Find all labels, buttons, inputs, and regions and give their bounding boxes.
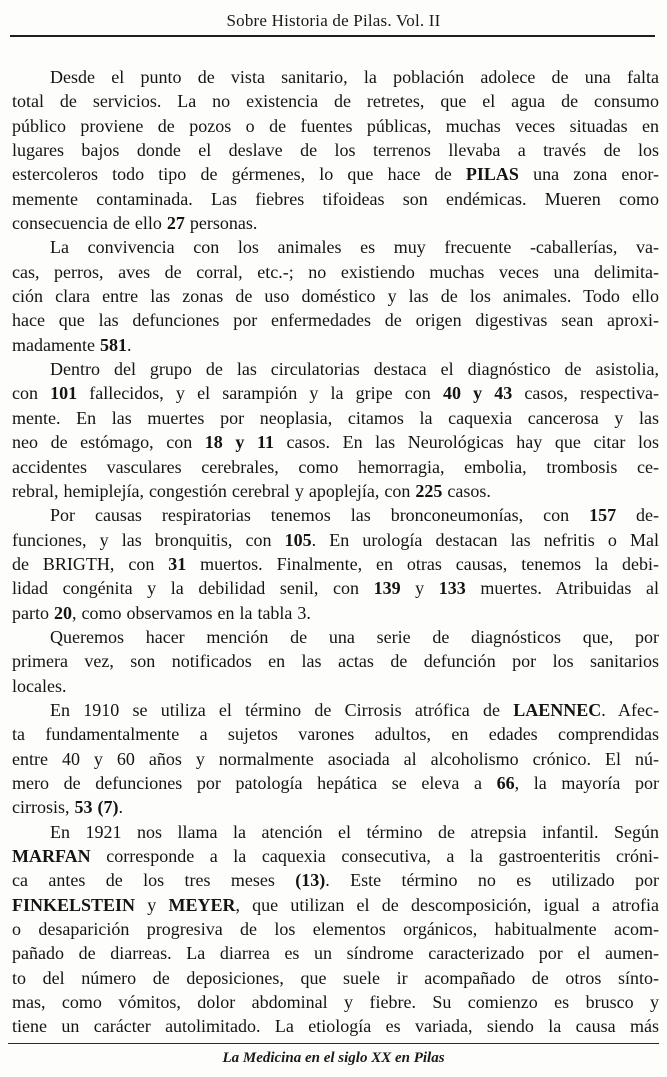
text-run: cirrosis, [12, 797, 75, 818]
bold-text-run: 31 [168, 553, 187, 574]
bold-text-run: (13) [295, 870, 326, 891]
text-line [12, 771, 659, 795]
text-line [12, 576, 659, 600]
text-run: En 1910 se utiliza el término de Cirrosis atrófica de [50, 699, 514, 720]
text-line [12, 552, 659, 576]
text-run: ta fundamentalmente a sujetos varones adultos, en edades comprendidas [12, 724, 659, 745]
text-line [12, 284, 659, 308]
text-line [12, 308, 659, 332]
text-line [12, 601, 659, 625]
text-run: . En urología destacan las nefritis o Mal [311, 529, 659, 550]
text-run: casos. En las Neurológicas hay que citar los [273, 432, 659, 453]
text-line [12, 162, 659, 186]
text-run: casos, respectiva- [512, 383, 659, 404]
text-line [12, 138, 659, 162]
page-header [0, 0, 667, 31]
bold-text-run: 20 [53, 602, 72, 623]
bold-text-run: FINKELSTEIN [12, 894, 136, 915]
text-run: mente. En las muertes por neoplasia, citamos la caquexia cancerosa y las [12, 407, 659, 428]
paragraph [12, 625, 659, 698]
text-line [12, 260, 659, 284]
text-run: cas, perros, aves de corral, etc.-; no existiendo muchas veces una delimita- [12, 261, 659, 282]
text-line [12, 381, 659, 405]
text-run: consecuencia de ello [12, 213, 167, 234]
text-line [12, 722, 659, 746]
text-run: parto [12, 602, 54, 623]
text-run: una zona enor- [518, 164, 659, 185]
bold-text-run: 581 [99, 334, 127, 355]
text-run: tiene un carácter autolimitado. La etiología es variada, siendo la causa más [12, 1016, 659, 1037]
text-run: estercoleros todo tipo de gérmenes, lo que hace de [12, 164, 466, 185]
paragraph [12, 357, 659, 503]
bold-text-run: 66 [496, 772, 515, 793]
text-run: madamente [12, 334, 100, 355]
text-run: personas. [184, 213, 258, 234]
text-line [12, 990, 659, 1014]
text-line [12, 479, 659, 503]
text-line [12, 430, 659, 454]
bold-text-run: PILAS [465, 164, 519, 185]
text-line [12, 625, 659, 649]
text-run: La convivencia con los animales es muy frecuente -caballerías, va- [50, 237, 659, 258]
bold-text-run: 133 [438, 578, 466, 599]
paragraph [12, 235, 659, 357]
bold-text-run: MARFAN [12, 846, 91, 866]
text-run: locales. [12, 675, 67, 696]
text-line [12, 1014, 659, 1038]
text-run: primera vez, son notificados en las actas de defunción por los sanitarios [12, 651, 659, 672]
text-run: neo de estómago, con [12, 432, 205, 453]
bold-text-run: 40 y 43 [442, 383, 513, 404]
text-run: . [126, 334, 132, 355]
text-run: muertes. Atribuidas al [465, 578, 659, 599]
page-body [12, 65, 659, 1039]
text-run: Desde el punto de vista sanitario, la población adolece de una falta [50, 67, 659, 87]
text-run: público proviene de pozos o de fuentes públicas, muchas veces situadas en [12, 115, 659, 136]
text-run: y [135, 894, 169, 915]
text-run: lidad congénita y la debilidad senil, con [12, 578, 374, 599]
text-line [12, 114, 659, 138]
footer-rule [8, 1043, 659, 1044]
text-run: mas, como vómitos, dolor abdominal y fiebre. Su comienzo es brusco y [12, 992, 659, 1013]
text-line [12, 649, 659, 673]
bold-text-run: 139 [373, 578, 401, 599]
text-run: y [400, 578, 439, 599]
text-run: pañado de diarreas. La diarrea es un síndrome caracterizado por el aumen- [12, 943, 659, 964]
text-line [12, 917, 659, 941]
text-run: ca antes de los tres meses [12, 870, 296, 891]
paragraph [12, 65, 659, 235]
text-line [12, 187, 659, 211]
text-run: total de servicios. La no existencia de retretes, que el agua de consumo [12, 91, 659, 112]
text-run: memente contaminada. Las fiebres tifoideas son endémicas. Mueren como [12, 188, 659, 209]
text-line [12, 844, 659, 868]
text-line [12, 893, 659, 917]
text-line [12, 65, 659, 89]
text-run: . [118, 797, 123, 818]
text-run: , como observamos en la tabla 3. [71, 602, 311, 623]
text-run: accidentes vasculares cerebrales, como hemorragia, embolia, trombosis ce- [12, 456, 659, 477]
text-line [12, 455, 659, 479]
bold-text-run: 27 [166, 213, 185, 234]
text-run: ción clara entre las zonas de uso doméstico y las de los animales. Todo ello [12, 286, 659, 307]
text-run: , la mayoría por [514, 772, 659, 793]
text-line [12, 868, 659, 892]
text-run: , que utilizan el de descomposición, igual a atrofia [235, 894, 659, 915]
text-run: Por causas respiratorias tenemos las bronconeumonías, con [50, 505, 590, 526]
text-run: mero de defunciones por patología hepática se eleva a [12, 772, 497, 793]
bold-text-run: 157 [589, 505, 617, 526]
page-footer [0, 1043, 667, 1067]
text-line [12, 698, 659, 722]
text-run: Dentro del grupo de las circulatorias destaca el diagnóstico de asistolia, [50, 359, 659, 380]
text-line [12, 406, 659, 430]
text-line [12, 820, 659, 844]
text-line [12, 211, 659, 235]
paragraph [12, 698, 659, 820]
text-run: con [12, 383, 51, 404]
bold-text-run: 18 y 11 [204, 432, 274, 453]
text-line [12, 528, 659, 552]
footer-title: La Medicina en el siglo XX en Pilas [222, 1050, 445, 1066]
text-run: rebral, hemiplejía, congestión cerebral y apoplejía, con [12, 480, 416, 501]
bold-text-run: 53 (7) [74, 797, 119, 818]
text-line [12, 795, 659, 819]
text-run: casos. [442, 480, 491, 501]
paragraph [12, 820, 659, 1039]
text-line [12, 235, 659, 259]
bold-text-run: 105 [284, 529, 312, 550]
paragraph [12, 503, 659, 625]
text-line [12, 941, 659, 965]
bold-text-run: LAENNEC [513, 699, 602, 720]
text-run: de BRIGTH, con [12, 553, 169, 574]
header-title: Sobre Historia de Pilas. Vol. II [226, 11, 441, 30]
text-run: . Este término no es utilizado por [325, 870, 659, 891]
text-line [12, 966, 659, 990]
text-line [12, 89, 659, 113]
text-run: En 1921 nos llama la atención el término de atrepsia infantil. Según [50, 821, 659, 842]
text-run: . Afec- [601, 699, 659, 720]
text-run: entre 40 y 60 años y normalmente asociada al alcoholismo crónico. El nú- [12, 748, 659, 769]
text-run: o desaparición progresiva de los elementos orgánicos, habitualmente acom- [12, 919, 659, 940]
text-run: funciones, y las bronquitis, con [12, 529, 285, 550]
text-run: lugares bajos donde el deslave de los terrenos llevaba a través de los [12, 140, 659, 161]
text-run: to del número de deposiciones, que suele ir acompañado de otros sínto- [12, 967, 659, 988]
text-run: corresponde a la caquexia consecutiva, a la gastroenteritis cróni- [90, 846, 659, 866]
text-line [12, 357, 659, 381]
text-line [12, 333, 659, 357]
bold-text-run: 101 [50, 383, 78, 404]
text-line [12, 674, 659, 698]
text-line [12, 503, 659, 527]
text-run: muertos. Finalmente, en otras causas, tenemos la debi- [186, 553, 659, 574]
text-run: Queremos hacer mención de una serie de diagnósticos que, por [50, 626, 659, 647]
header-rule [10, 35, 655, 37]
text-run: hace que las defunciones por enfermedades de origen digestivas sean aproxi- [12, 310, 659, 331]
text-line [12, 747, 659, 771]
text-run: de- [616, 505, 659, 526]
bold-text-run: MEYER [168, 894, 236, 915]
text-run: fallecidos, y el sarampión y la gripe con [77, 383, 443, 404]
bold-text-run: 225 [415, 480, 443, 501]
